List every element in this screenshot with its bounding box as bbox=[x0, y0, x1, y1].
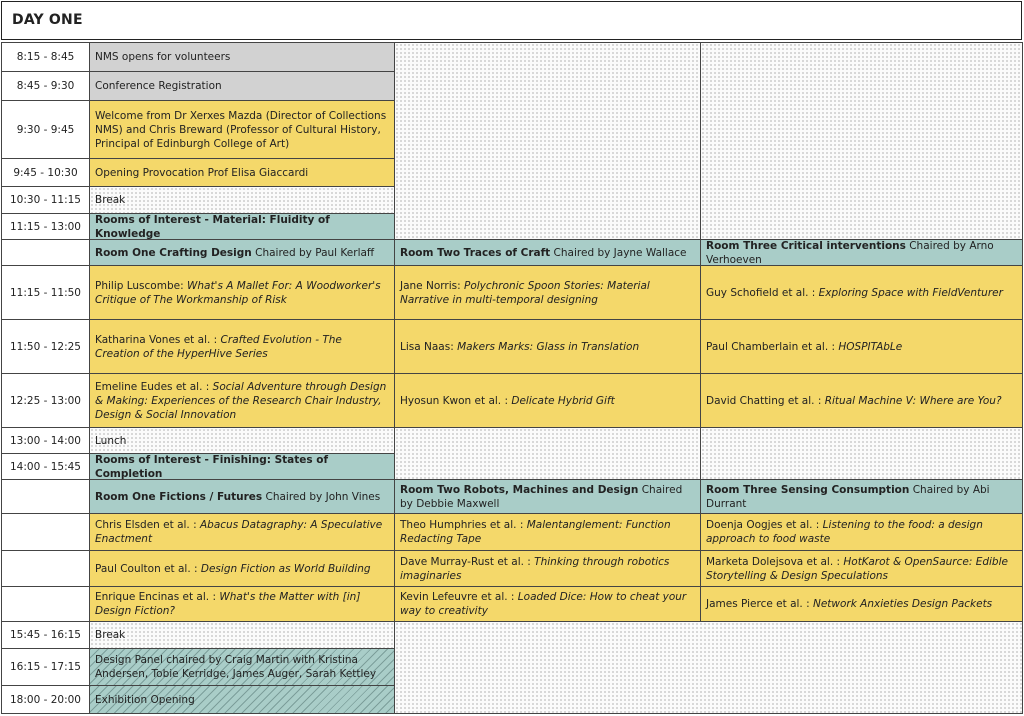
time-slot: 9:45 - 10:30 bbox=[1, 158, 90, 187]
time-slot-empty bbox=[1, 586, 90, 622]
session-exhibition-opening: Exhibition Opening bbox=[89, 685, 395, 714]
rooms-of-interest-material: Rooms of Interest - Material: Fluidity of Knowledge bbox=[89, 213, 395, 240]
session-welcome: Welcome from Dr Xerxes Mazda (Director of Collections NMS) and Chris Breward (Professor of Cultural History, Principal of Edinburgh College of Art) bbox=[89, 100, 395, 159]
paper-entry: Kevin Lefeuvre et al. : Loaded Dice: How to cheat your way to creativity bbox=[394, 586, 701, 622]
paper-entry: David Chatting et al. : Ritual Machine V: Where are You? bbox=[700, 373, 1023, 428]
time-slot: 11:50 - 12:25 bbox=[1, 319, 90, 374]
time-slot: 9:30 - 9:45 bbox=[1, 100, 90, 159]
rooms-of-interest-finishing: Rooms of Interest - Finishing: States of Completion bbox=[89, 453, 395, 480]
empty-dotted-block bbox=[394, 42, 701, 240]
paper-entry: Theo Humphries et al. : Malentanglement: Function Redacting Tape bbox=[394, 513, 701, 551]
day-title-header bbox=[1, 1, 1022, 40]
time-slot: 16:15 - 17:15 bbox=[1, 648, 90, 686]
time-slot-empty bbox=[1, 239, 90, 266]
empty-dotted-block bbox=[394, 427, 701, 480]
time-slot: 13:00 - 14:00 bbox=[1, 427, 90, 454]
paper-entry: Paul Coulton et al. : Design Fiction as World Building bbox=[89, 550, 395, 587]
session-break: Break bbox=[89, 186, 395, 214]
empty-dotted-block bbox=[394, 621, 1023, 714]
room-two-header: Room Two Traces of Craft Chaired by Jayne Wallace bbox=[394, 239, 701, 266]
room-three-header: Room Three Sensing Consumption Chaired by Abi Durrant bbox=[700, 479, 1023, 514]
time-slot: 15:45 - 16:15 bbox=[1, 621, 90, 649]
session-volunteers: NMS opens for volunteers bbox=[89, 42, 395, 72]
paper-entry: Jane Norris: Polychronic Spoon Stories: Material Narrative in multi-temporal designing bbox=[394, 265, 701, 320]
time-slot: 8:45 - 9:30 bbox=[1, 71, 90, 101]
room-one-header: Room One Crafting Design Chaired by Paul Kerlaff bbox=[89, 239, 395, 266]
session-opening-provocation: Opening Provocation Prof Elisa Giaccardi bbox=[89, 158, 395, 187]
paper-entry: Enrique Encinas et al. : What's the Matter with [in] Design Fiction? bbox=[89, 586, 395, 622]
time-slot-empty bbox=[1, 550, 90, 587]
paper-entry: Guy Schofield et al. : Exploring Space with FieldVenturer bbox=[700, 265, 1023, 320]
time-slot: 11:15 - 11:50 bbox=[1, 265, 90, 320]
paper-entry: Marketa Dolejsova et al. : HotKarot & OpenSaurce: Edible Storytelling & Design Speculations bbox=[700, 550, 1023, 587]
session-design-panel: Design Panel chaired by Craig Martin with Kristina Andersen, Tobie Kerridge, James Auger, Sarah Kettley bbox=[89, 648, 395, 686]
time-slot: 8:15 - 8:45 bbox=[1, 42, 90, 72]
day-title: DAY ONE bbox=[12, 12, 83, 28]
paper-entry: James Pierce et al. : Network Anxieties Design Packets bbox=[700, 586, 1023, 622]
time-slot-empty bbox=[1, 513, 90, 551]
time-slot-empty bbox=[1, 479, 90, 514]
paper-entry: Katharina Vones et al. : Crafted Evolution - The Creation of the HyperHive Series bbox=[89, 319, 395, 374]
paper-entry: Philip Luscombe: What's A Mallet For: A Woodworker's Critique of The Workmanship of Risk bbox=[89, 265, 395, 320]
time-slot: 14:00 - 15:45 bbox=[1, 453, 90, 480]
paper-entry: Dave Murray-Rust et al. : Thinking through robotics imaginaries bbox=[394, 550, 701, 587]
paper-entry: Doenja Oogjes et al. : Listening to the food: a design approach to food waste bbox=[700, 513, 1023, 551]
paper-entry: Chris Elsden et al. : Abacus Datagraphy: A Speculative Enactment bbox=[89, 513, 395, 551]
session-break: Break bbox=[89, 621, 395, 649]
paper-entry: Lisa Naas: Makers Marks: Glass in Translation bbox=[394, 319, 701, 374]
room-one-header: Room One Fictions / Futures Chaired by John Vines bbox=[89, 479, 395, 514]
session-registration: Conference Registration bbox=[89, 71, 395, 101]
room-three-header: Room Three Critical interventions Chaired by Arno Verhoeven bbox=[700, 239, 1023, 266]
time-slot: 11:15 - 13:00 bbox=[1, 213, 90, 240]
paper-entry: Emeline Eudes et al. : Social Adventure through Design & Making: Experiences of the Research Chair Industry, Design & Social Innovation bbox=[89, 373, 395, 428]
room-two-header: Room Two Robots, Machines and Design Chaired by Debbie Maxwell bbox=[394, 479, 701, 514]
paper-entry: Hyosun Kwon et al. : Delicate Hybrid Gift bbox=[394, 373, 701, 428]
time-slot: 10:30 - 11:15 bbox=[1, 186, 90, 214]
time-slot: 12:25 - 13:00 bbox=[1, 373, 90, 428]
time-slot: 18:00 - 20:00 bbox=[1, 685, 90, 714]
paper-entry: Paul Chamberlain et al. : HOSPITAbLe bbox=[700, 319, 1023, 374]
empty-dotted-block bbox=[700, 427, 1023, 480]
empty-dotted-block bbox=[700, 42, 1023, 240]
session-lunch: Lunch bbox=[89, 427, 395, 454]
